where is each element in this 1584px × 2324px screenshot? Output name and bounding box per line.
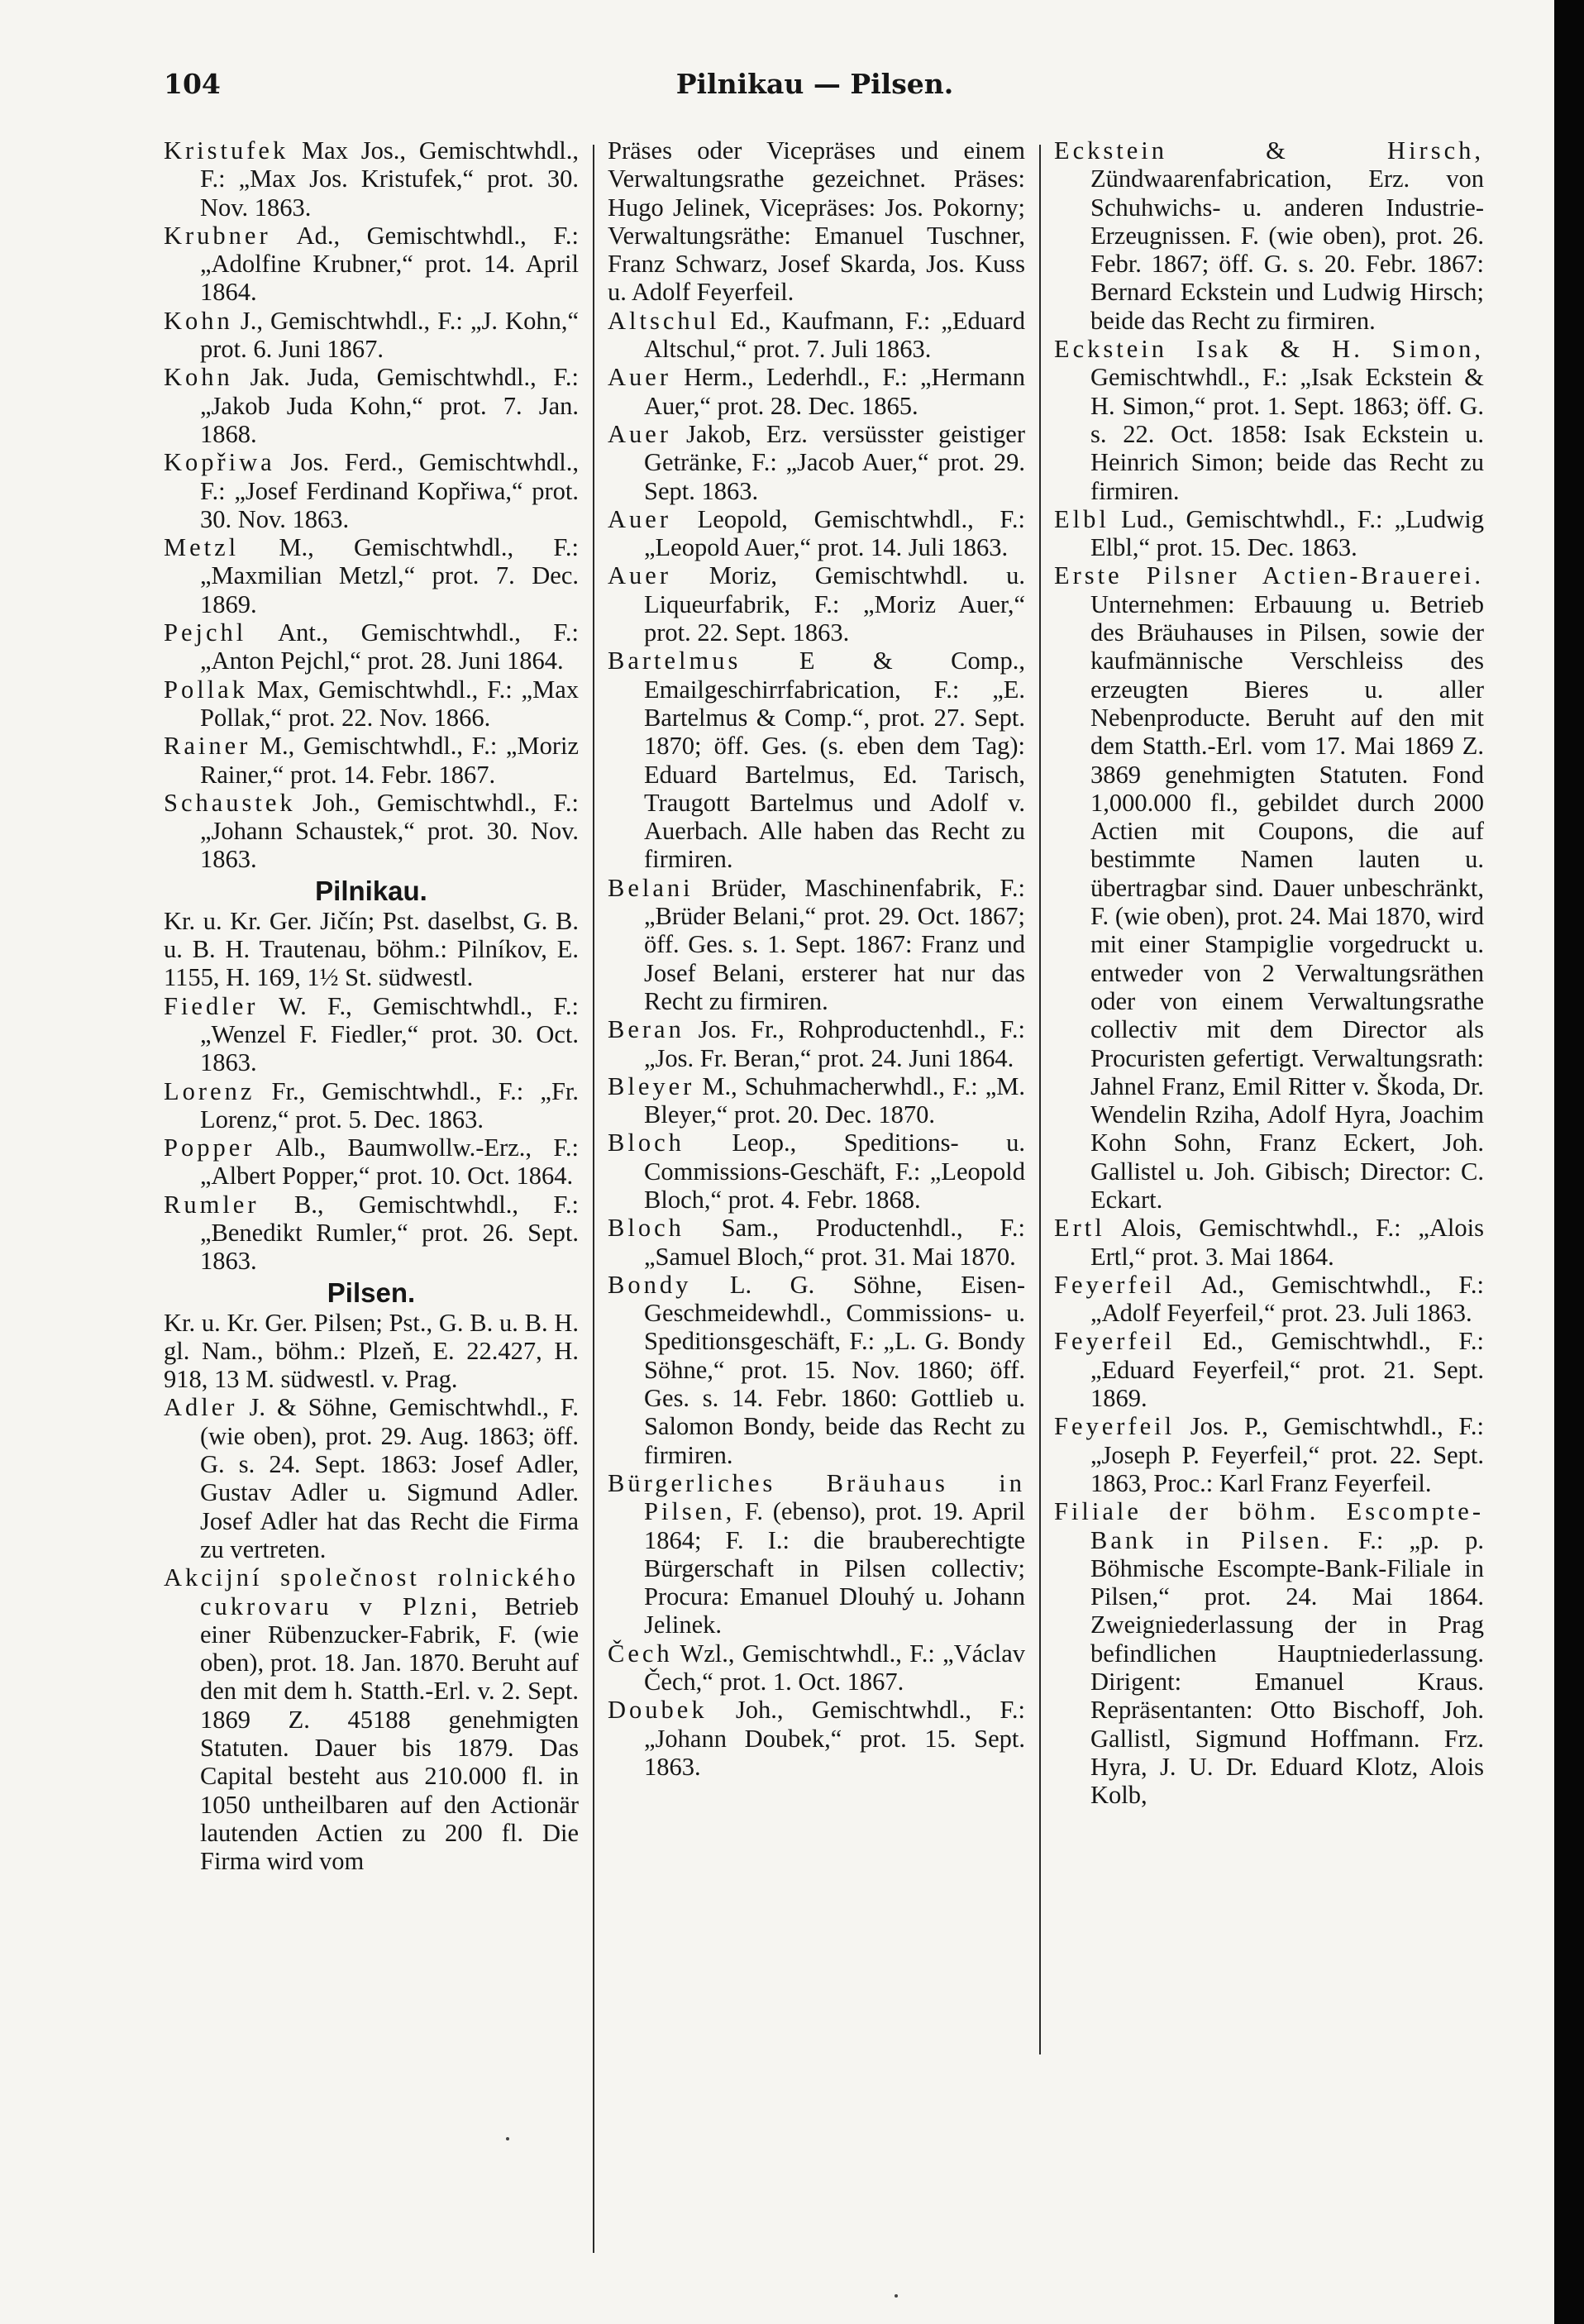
entry-text: Ed., Kaufmann, F.: „Eduard Altschul,“ prot. 7. Juli 1863. — [644, 306, 1025, 364]
entry-name: Rainer — [164, 732, 251, 761]
entry-text: M., Schuhmacherwhdl., F.: „M. Bleyer,“ prot. 20. Dec. 1870. — [644, 1071, 1025, 1129]
entry-text: Joh., Gemischtwhdl., F.: „Johann Schaustek,“ prot. 30. Nov. 1863. — [200, 788, 579, 874]
entry-name: Metzl — [164, 533, 240, 562]
entry-name: Adler — [164, 1393, 238, 1422]
entry-name: Beran — [608, 1015, 685, 1044]
entry-name: Auer — [608, 363, 671, 392]
directory-entry — [608, 420, 1025, 505]
entry-name: Auer — [608, 419, 671, 448]
directory-entry — [608, 505, 1025, 562]
directory-entry — [164, 1133, 579, 1191]
entry-name: Ertl — [1054, 1214, 1105, 1243]
directory-entry — [164, 363, 579, 448]
entry-text: Joh., Gemischtwhdl., F.: „Johann Doubek,“ prot. 15. Sept. 1863. — [644, 1696, 1025, 1781]
scan-edge — [1554, 0, 1584, 2324]
entry-name: Kohn — [164, 363, 233, 392]
directory-entry — [164, 533, 579, 618]
entry-text: Max Jos., Gemischtwhdl., F.: „Max Jos. Kristufek,“ prot. 30. Nov. 1863. — [200, 136, 579, 222]
entry-name: Eckstein Isak & H. Simon, — [1054, 335, 1484, 364]
speck — [506, 2137, 509, 2140]
entry-text: M., Gemischtwhdl., F.: „Moriz Rainer,“ prot. 14. Febr. 1867. — [200, 732, 579, 789]
column-rule — [593, 145, 594, 2253]
directory-entry — [164, 789, 579, 874]
entry-text: L. G. Söhne, Eisen-Geschmeidewhdl., Commissions- u. Speditionsgeschäft, F.: „L. G. Bondy Söhne,“ prot. 15. Nov. 1860; öff. Ges. s. 14. Febr. 1860: Gottlieb u. Salomon Bondy, beide das Recht zu firmiren. — [644, 1270, 1025, 1469]
entry-text: Leop., Speditions- u. Commissions-Geschäft, F.: „Leopold Bloch,“ prot. 4. Febr. 1868. — [644, 1129, 1025, 1214]
directory-entry — [164, 1393, 579, 1563]
entry-name: Bloch — [608, 1129, 685, 1157]
entry-name: Pollak — [164, 675, 248, 704]
directory-entry — [608, 1696, 1025, 1781]
entry-text: Jos. P., Gemischtwhdl., F.: „Joseph P. Feyerfeil,“ prot. 22. Sept. 1863, Proc.: Karl Franz Feyerfeil. — [1090, 1412, 1484, 1497]
entry-name: Bleyer — [608, 1071, 695, 1100]
entry-text: B., Gemischtwhdl., F.: „Benedikt Rumler,“ prot. 26. Sept. 1863. — [200, 1190, 579, 1276]
column-1 — [164, 136, 579, 2269]
entry-name: Elbl — [1054, 504, 1109, 533]
entry-text: Gemischtwhdl., F.: „Isak Eckstein & H. Simon,“ prot. 1. Sept. 1863; öff. G. s. 22. Oct. 1858: Isak Eckstein u. Heinrich Simon; beide das Recht zu firmiren. — [1090, 363, 1484, 505]
entry-text: Herm., Lederhdl., F.: „Hermann Auer,“ prot. 28. Dec. 1865. — [644, 363, 1025, 420]
directory-entry — [1054, 1214, 1484, 1271]
speck — [895, 2294, 898, 2298]
entry-name: Feyerfeil — [1054, 1412, 1176, 1441]
entry-text: Wzl., Gemischtwhdl., F.: „Václav Čech,“ prot. 1. Oct. 1867. — [644, 1639, 1025, 1696]
entry-text: Betrieb einer Rübenzucker-Fabrik, F. (wie oben), prot. 18. Jan. 1870. Beruht auf den mit dem h. Statth.-Erl. v. 2. Sept. 1869 Z. 45188 genehmigten Statuten. Dauer bis 1879. Das Capital besteht aus 210.000 fl. in 1050 untheilbaren auf den Actionär lautenden Actien zu 200 fl. Die Firma wird vom — [200, 1591, 579, 1876]
entry-name: Erste Pilsner Actien-Brauerei. — [1054, 561, 1484, 590]
entry-name: Pejchl — [164, 618, 247, 647]
entry-name: Feyerfeil — [1054, 1327, 1176, 1356]
entry-name: Popper — [164, 1133, 255, 1162]
place-heading: Pilsen. — [327, 1277, 416, 1308]
directory-entry — [1054, 1497, 1484, 1809]
entry-name: Čech — [608, 1639, 673, 1668]
entry-name: Rumler — [164, 1190, 260, 1219]
entry-text: F.: „p. p. Böhmische Escompte-Bank-Filiale in Pilsen,“ prot. 24. Mai 1864. Zweigniederlassung der in Prag befindlichen Hauptniederlassung. Dirigent: Emanuel Kraus. Repräsentanten: Otto Bischoff, Joh. Gallistl, Sigmund Hoffmann. Frz. Hyra, J. U. Dr. Eduard Klotz, Alois Kolb, — [1090, 1525, 1484, 1810]
entry-name: Bloch — [608, 1214, 685, 1243]
entry-name: Lorenz — [164, 1076, 255, 1105]
directory-entry — [608, 307, 1025, 364]
entry-name: Kohn — [164, 306, 233, 335]
entry-text: Jos. Fr., Rohproductenhdl., F.: „Jos. Fr. Beran,“ prot. 24. Juni 1864. — [644, 1015, 1025, 1072]
directory-entry — [164, 1077, 579, 1134]
page-number: 104 — [164, 68, 221, 100]
directory-entry — [164, 1563, 579, 1875]
directory-entry — [608, 1214, 1025, 1271]
entry-name: Schaustek — [164, 788, 296, 817]
entry-name: Akcijní společnost rolnického cukrovaru v Plzni, — [164, 1563, 579, 1620]
entry-text: W. F., Gemischtwhdl., F.: „Wenzel F. Fiedler,“ prot. 30. Oct. 1863. — [200, 991, 579, 1077]
entry-text: Fr., Gemischtwhdl., F.: „Fr. Lorenz,“ prot. 5. Dec. 1863. — [200, 1076, 579, 1133]
place-info: Kr. u. Kr. Ger. Pilsen; Pst., G. B. u. B. H. gl. Nam., böhm.: Plzeň, E. 22.427, H. 918, 13 M. südwestl. v. Prag. — [164, 1308, 579, 1394]
entry-text: Moriz, Gemischtwhdl. u. Liqueurfabrik, F.: „Moriz Auer,“ prot. 22. Sept. 1863. — [644, 561, 1025, 647]
directory-entry — [1054, 1271, 1484, 1328]
entry-text: Alois, Gemischtwhdl., F.: „Alois Ertl,“ prot. 3. Mai 1864. — [1090, 1214, 1484, 1271]
entry-name: Auer — [608, 561, 671, 590]
directory-entry — [164, 1191, 579, 1276]
entry-name: Feyerfeil — [1054, 1270, 1176, 1299]
directory-entry — [1054, 1327, 1484, 1412]
entry-text: Alb., Baumwollw.-Erz., F.: „Albert Popper,“ prot. 10. Oct. 1864. — [200, 1133, 579, 1191]
entry-name: Fiedler — [164, 991, 259, 1020]
directory-entry — [1054, 505, 1484, 562]
entry-name: Kristufek — [164, 136, 289, 165]
entry-name: Kopřiwa — [164, 448, 275, 477]
entry-name: Filiale der böhm. Escompte-Bank in Pilsen. — [1054, 1497, 1484, 1554]
entry-name: Bürgerliches Bräuhaus in Pilsen, — [608, 1468, 1025, 1526]
directory-entry — [608, 874, 1025, 1015]
directory-entry — [164, 992, 579, 1077]
directory-entry — [608, 1469, 1025, 1639]
entry-continuation: Präses oder Vicepräses und einem Verwaltungsrathe gezeichnet. Präses: Hugo Jelinek, Vicepräses: Jos. Pokorny; Verwaltungsräthe: Emanuel Tuschner, Franz Schwarz, Josef Skarda, Jos. Kuss u. Adolf Feyerfeil. — [608, 136, 1025, 307]
directory-entry — [608, 647, 1025, 873]
directory-entry — [1054, 136, 1484, 335]
entry-text: Ed., Gemischtwhdl., F.: „Eduard Feyerfeil,“ prot. 21. Sept. 1869. — [1090, 1327, 1484, 1413]
directory-entry — [164, 448, 579, 533]
entry-text: J. & Söhne, Gemischtwhdl., F. (wie oben), prot. 29. Aug. 1863; öff. G. s. 24. Sept. 1863: Josef Adler, Gustav Adler u. Sigmund Adler. Josef Adler hat das Recht die Firma zu vertreten. — [200, 1393, 579, 1563]
directory-entry — [608, 561, 1025, 647]
directory-entry — [164, 732, 579, 789]
entry-text: Max, Gemischtwhdl., F.: „Max Pollak,“ prot. 22. Nov. 1866. — [200, 675, 579, 732]
entry-text: Ant., Gemischtwhdl., F.: „Anton Pejchl,“ prot. 28. Juni 1864. — [200, 618, 579, 675]
entry-name: Altschul — [608, 306, 720, 335]
entry-text: Brüder, Maschinenfabrik, F.: „Brüder Belani,“ prot. 29. Oct. 1867; öff. Ges. s. 1. Sept. 1867: Franz und Josef Belani, ersterer hat nur das Recht zu firmiren. — [644, 873, 1025, 1015]
place-heading: Pilnikau. — [315, 875, 427, 906]
page-header — [164, 68, 1466, 114]
entry-name: Krubner — [164, 221, 271, 250]
entry-text: Leopold, Gemischtwhdl., F.: „Leopold Auer,“ prot. 14. Juli 1863. — [644, 504, 1025, 562]
column-3 — [1054, 136, 1484, 2269]
entry-text: M., Gemischtwhdl., F.: „Maxmilian Metzl,“ prot. 7. Dec. 1869. — [200, 533, 579, 618]
entry-name: Bartelmus — [608, 647, 742, 675]
directory-entry — [1054, 335, 1484, 505]
entry-text: Jos. Ferd., Gemischtwhdl., F.: „Josef Ferdinand Kopřiwa,“ prot. 30. Nov. 1863. — [200, 448, 579, 533]
directory-entry — [164, 307, 579, 364]
directory-entry — [1054, 1412, 1484, 1497]
entry-text: J., Gemischtwhdl., F.: „J. Kohn,“ prot. 6. Juni 1867. — [200, 306, 579, 364]
entry-name: Bondy — [608, 1270, 692, 1299]
entry-text: Unternehmen: Erbauung u. Betrieb des Bräuhauses in Pilsen, sowie der kaufmännische Verschleiss des erzeugten Bieres u. aller Nebenproducte. Beruht auf den mit dem Statth.-Erl. vom 17. Mai 1869 Z. 3869 genehmigten Statuten. Fond 1,000.000 fl., gebildet durch 2000 Actien mit Coupons, die auf bestimmte Namen lauten u. übertragbar sind. Dauer unbeschränkt, F. (wie oben), prot. 24. Mai 1870, wird mit einer Stampiglie vorgedruckt u. entweder von 2 Verwaltungsräthen oder von einem Verwaltungsrathe collectiv mit dem Director als Procuristen gefertigt. Verwaltungsrath: Jahnel Franz, Emil Ritter v. Škoda, Dr. Wendelin Rziha, Adolf Hyra, Joachim Kohn Sohn, Franz Eckert, Joh. Gallistel u. Joh. Gibisch; Director: C. Eckart. — [1090, 589, 1484, 1214]
directory-entry — [608, 1271, 1025, 1469]
directory-entry — [1054, 561, 1484, 1214]
entry-text: Jakob, Erz. versüsster geistiger Getränke, F.: „Jacob Auer,“ prot. 29. Sept. 1863. — [644, 419, 1025, 505]
entry-text: Lud., Gemischtwhdl., F.: „Ludwig Elbl,“ prot. 15. Dec. 1863. — [1090, 504, 1484, 562]
running-title: Pilnikau — Pilsen. — [675, 68, 954, 100]
entry-text: E & Comp., Emailgeschirrfabrication, F.: „E. Bartelmus & Comp.“, prot. 27. Sept. 1870; öff. Ges. (s. eben dem Tag): Eduard Bartelmus, Ed. Tarisch, Traugott Bartelmus und Adolf v. Auerbach. Alle haben das Recht zu firmiren. — [644, 647, 1025, 874]
directory-entry — [608, 1639, 1025, 1696]
entry-text: Sam., Productenhdl., F.: „Samuel Bloch,“ prot. 31. Mai 1870. — [644, 1214, 1025, 1271]
entry-text: Ad., Gemischtwhdl., F.: „Adolf Feyerfeil,“ prot. 23. Juli 1863. — [1090, 1270, 1484, 1328]
entry-name: Eckstein & Hirsch, — [1054, 136, 1484, 165]
entry-text: Jak. Juda, Gemischtwhdl., F.: „Jakob Juda Kohn,“ prot. 7. Jan. 1868. — [200, 363, 579, 448]
directory-entry — [164, 618, 579, 675]
directory-entry — [608, 363, 1025, 420]
entry-name: Doubek — [608, 1696, 708, 1725]
directory-entry — [608, 1015, 1025, 1072]
column-2 — [608, 136, 1025, 2269]
entry-text: Zündwaarenfabrication, Erz. von Schuhwichs- u. anderen Industrie-Erzeugnissen. F. (wie oben), prot. 26. Febr. 1867; öff. G. s. 20. Febr. 1867: Bernard Eckstein und Ludwig Hirsch; beide das Recht zu firmiren. — [1090, 165, 1484, 335]
entry-name: Belani — [608, 873, 694, 902]
directory-entry — [608, 1129, 1025, 1214]
column-rule — [1039, 145, 1041, 2054]
entry-name: Auer — [608, 504, 671, 533]
directory-entry — [164, 136, 579, 222]
entry-text: Ad., Gemischtwhdl., F.: „Adolfine Krubner,“ prot. 14. April 1864. — [200, 221, 579, 307]
entry-text: F. (ebenso), prot. 19. April 1864; F. I.: die brauberechtigte Bürgerschaft in Pilsen collectiv; Procura: Emanuel Dlouhý u. Johann Jelinek. — [644, 1497, 1025, 1639]
directory-entry — [608, 1072, 1025, 1129]
directory-entry — [164, 222, 579, 307]
directory-entry — [164, 675, 579, 733]
place-info: Kr. u. Kr. Ger. Jičín; Pst. daselbst, G. B. u. B. H. Trautenau, böhm.: Pilníkov, E. 1155, H. 169, 1½ St. südwestl. — [164, 906, 579, 992]
